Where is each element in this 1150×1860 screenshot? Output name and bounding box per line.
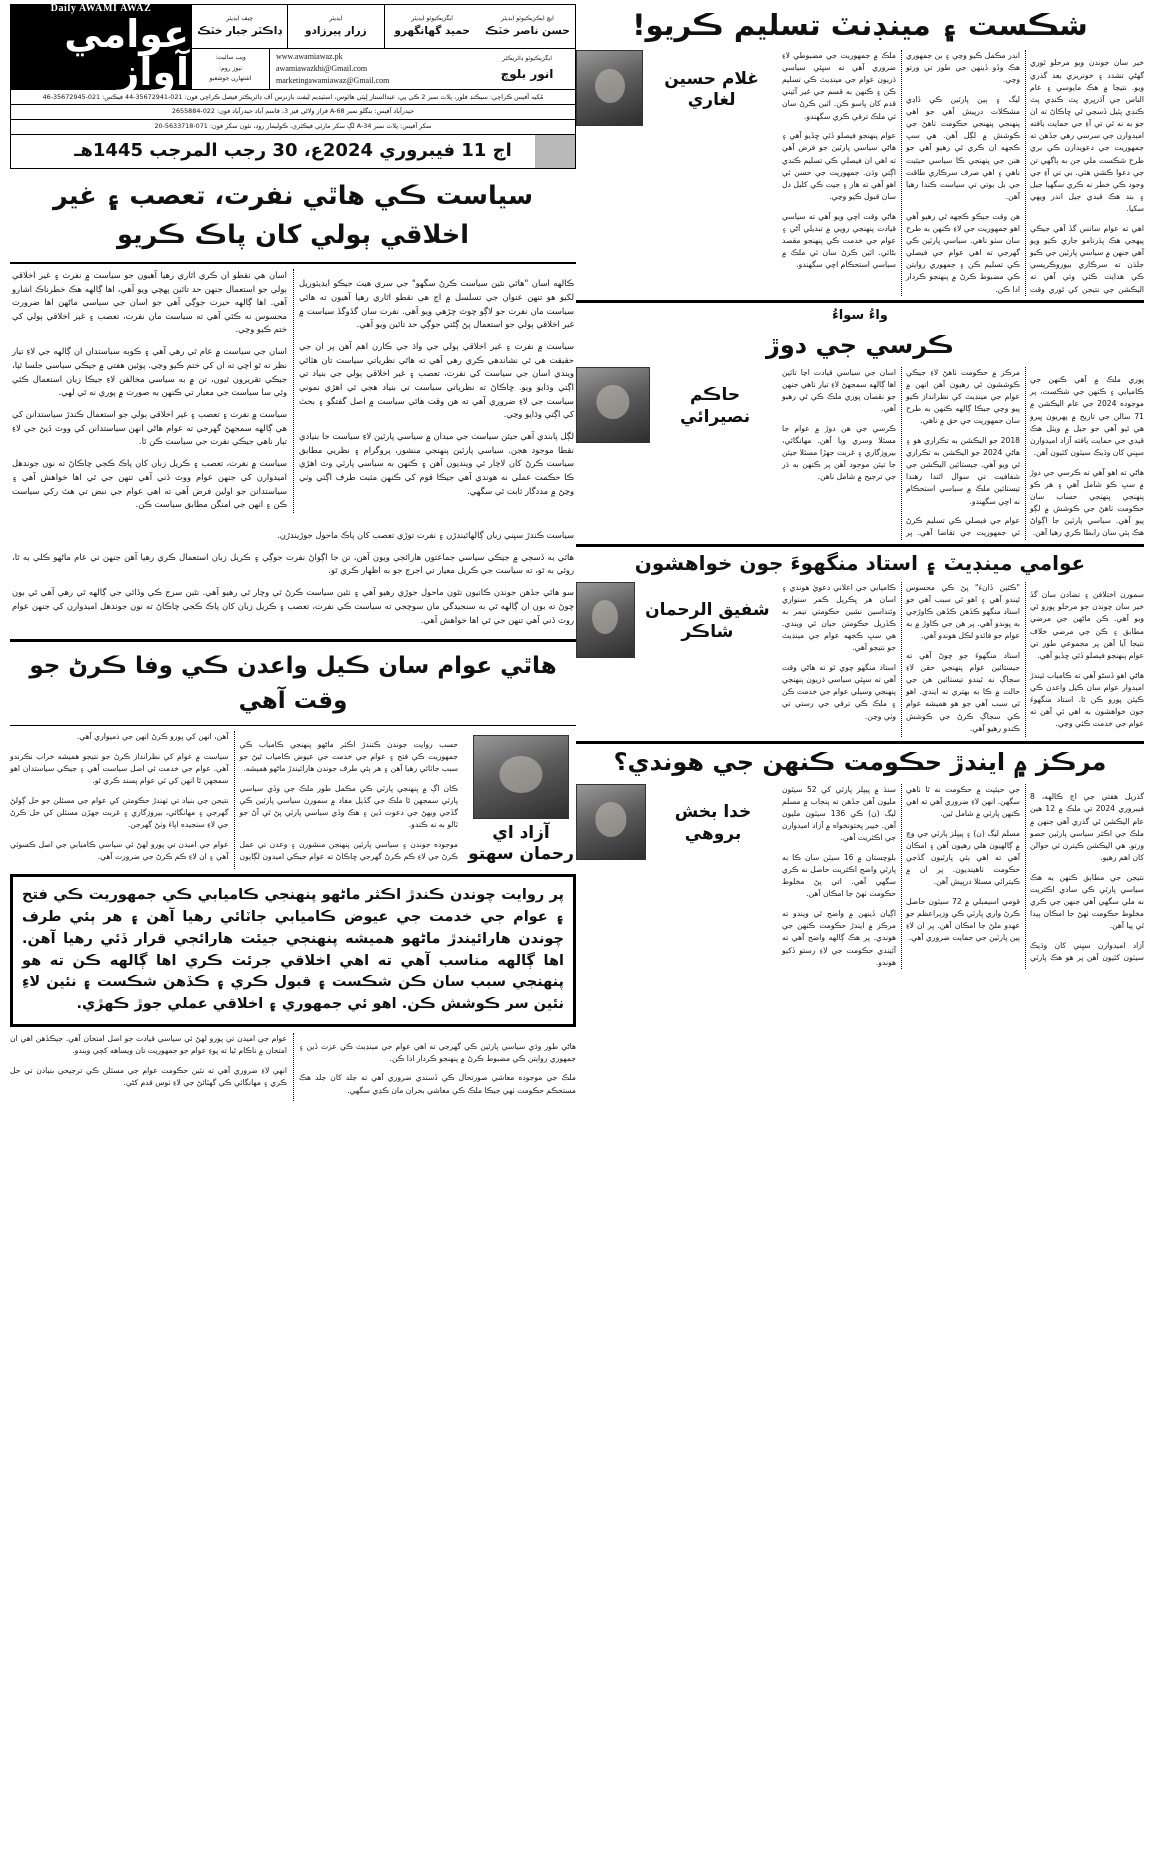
article-paragraph: عوام جي فيصلي ڪي تسليم ڪرڻ ئي جمهوريت جي تقاضا آهي. پر اسان جي سياسي قيادت اڃا تائين اها ڳالهه سمجهڻ لاءِ تيار ناهي جنهن جو نقصان پوري ملڪ ڪي ٿي رهيو آهي. <box>782 367 1020 538</box>
left-article4-headline: مرڪز ۾ ايندڙ حڪومت ڪنهن جي هوندي؟ <box>613 747 1107 776</box>
left-article4-body <box>782 784 1144 969</box>
article-paragraph: اڳيان ڏينهن ۾ واضح ٿي ويندو ته مرڪز ۾ ايندڙ حڪومت ڪنهن جي هوندي. پر هڪ ڳالهه واضح آهي ته آئيندي حڪومت جي لاءِ رستو ڏکيو هوندو. <box>782 909 896 967</box>
article-paragraph: خير سان جوندن ويو مرحلو ٿوري گهڻي تشدد ۽ خونريزي بعد گذري ويو. نتيجا ۾ هڪ مايوسي ۽ عام الناس جي آڌرڀري پٽ ڪنڊي پٽ ڪنڊي پٽيل ڏسجي ٿي ڇاڪاڻ ته ان جو به نه ٿي تي آءِ جي حمايت يافته اميدوارن جي سرسي رهي جڏهن ته جمهوريت جي دعويدارن ڪي بري طرح شڪست ملي جن به ٻاگهي تن جي دعوا ڪشي هئي. بي تي آءِ جي وجود ڪي خطر نه ڪري سگهيا جيل ۽ بند هڪ قيدي جيل اندر ويهي سکيا. <box>1030 58 1144 214</box>
left-article2-kicker: واءُ سواءُ <box>832 307 888 323</box>
address-sukkur: سکر آفيس: پلاٽ نمبر A-34 لڳ سکر مارئي فيڪٽري، ڪوليمار روڊ، نئون سکر فون: 071-5633718-20 <box>154 122 432 131</box>
staff-chief-editor <box>191 5 287 48</box>
left-article3-headline: عوامي مينڊيٽ ۽ استاد منگهوءَ جون خواهشون <box>634 550 1086 575</box>
contact-values <box>269 49 479 89</box>
lead-paragraph: هاٿي به ڏسجي ۾ جيڪي سياسي جماعتون هارائجي ويون آهن، تن جا اڳواڻ نفرت جوڳي ۽ ڪريل زبان استعمال ڪري رهيا آهن جنهن تي عام ماڻهو ڪلي به ٿا، روئي به ٿو، ته سياست جي ڪريل معيار تي اجرج جو به اظهار ڪري ٿو. <box>12 551 574 576</box>
article-paragraph: سنڌ ۾ پيپلز پارٽي کي 52 سيٽون مليون آهن جڏهن ته پنجاب ۾ مسلم ليگ (ن) ڪي 136 سيٽون مليون آهن. خيبر پختونخواه ۾ آزاد اميدوارن جي اڪثريت آهي. <box>782 784 897 843</box>
article-paragraph: هاڻي اهو ڏسڻو آهي ته ڪامياب ٿيندڙ اميدوار عوام سان ڪيل واعدن ڪي ڪيئن پورو ڪن ٿا. استاد منگهوءَ جون خواهشون به اهي ئي آهن ته عوام جي خدمت ڪئي وڃي. <box>1030 670 1144 729</box>
lead-paragraph: سياست ۾ نفرت، تعصب ۽ ڪريل زبان کان پاڪ ڪجي چاڪاڻ ته نون جوندهل اميدوارن کي جنهن عوام ووٽ ڏني آهي تنهن جي ٿي اها خواهش آهي ۽ سياستدانن جو اولين فرض آهي ته اهي عوام جي نبض تي هٿ رکي سياست ڪن ۽ انهن جي امنگن مطابق سياست ڪن. <box>12 458 287 510</box>
tail-paragraph: انهي لاءِ ضروري آهي ته نئين حڪومت عوام جي مسئلن ڪي ترجيحي بنيادن تي حل ڪري ۽ مهانگائي ڪي گهٽائڻ جي لاءِ ٺوس قدم کڻي. <box>10 1065 287 1087</box>
article-paragraph: "ڪئين ڏانءَ" پڻ ڪي محسوس ٿيندو آهي ۽ اهو ئي سبب آهي جو استاد منگهو ڪڏهن ڪڏهن ڪاوڙجي به پوندو آهي. پر هن جي ڪاوڙ ۾ به عوام جو فائدو لڪل هوندو آهي. <box>906 582 1020 641</box>
dateline-swatch-left <box>535 135 575 168</box>
author-photo <box>473 735 569 819</box>
right-article2-body <box>10 731 458 870</box>
logo-english-title: Daily AWAMI AWAZ <box>50 3 152 14</box>
author-name: خدا بخش بروهي <box>674 802 752 844</box>
staff-name: حميد گهانگهرو <box>394 24 470 37</box>
staff-editor <box>287 5 383 48</box>
executive-director-block <box>479 49 575 89</box>
contact-labels <box>191 49 269 89</box>
article-paragraph: قومي اسيمبلي ۾ 72 سيٽون حاصل ڪرڻ واري پارٽي ڪي وزيراعظم جو عهدو ملڻ جا امڪان آهن. پر ان لاءِ ٻين پارٽين جي حمايت ضروري آهي. <box>906 897 1020 943</box>
author-name: شفيق الرحمان شاڪر <box>645 600 770 642</box>
article-paragraph: هن وقت جيڪو ڪجهه ٿي رهيو آهي اهو جمهوريت جي لاءِ ڪنهن به طرح سان سٺو ناهي. سياسي پارٽين ڪي گهرجي ته اهي عوام جي فيصلي ڪي تسليم ڪن ۽ جمهوري روايتن ڪي مضبوط ڪرڻ ۾ پنهنجو ڪردار ادا ڪن. <box>906 211 1020 294</box>
lead-paragraph: ڪالهه اسان "هاٿي نٿين سياست ڪرڻ سگهو" جي سري هيٺ جيڪو ايڊيٽوريل لکيو هو تنهن عنوان جي تسلسل ۾ اڄ هي نقطو اٿاري رهيا آهيون ته هاٿي سياست مان نفرت جو لاڳو چوٽ چڙهي ويو آهي. نفرت سان گڏوگڏ سياست ۾ غير اخلاقي ٻولي جو استعمال پڻ ڳڻتي جوڳي حد تائين ويو آهي. <box>299 278 574 330</box>
article-paragraph: 2018 جو اليڪشن به تڪراري هو ۽ هاڻي 2024 جو اليڪشن به تڪراري ٿي ويو آهي. جيستائين اليڪشن جي شفافيت تي سوال اٿندا رهندا تيستائين ملڪ ۾ سياسي استحڪام نه اچي سگهندو. <box>906 435 1020 506</box>
contact-row <box>191 49 575 89</box>
article-paragraph: مسلم ليگ (ن) ۽ پيپلز پارٽي جي وچ ۾ ڳالهيون هلي رهيون آهن ۽ امڪان آهي ته اهي ٻئي پارٽيون گڏجي حڪومت ٺاهينديون. پر ان ۾ ڪيترائي مسئلا درپيش آهن. <box>906 828 1020 887</box>
lead-paragraph: اسان هي نقطو ان ڪري اٿاري رهيا آهيون جو سياست ۾ نفرت ۽ غير اخلاقي ٻولي جو استعمال جنهن حد تائين پهچي ويو آهي، اها ڳالهه هڪ خطرناڪ اشارو آهي. اها ڳالهه حيرت جوڳي آهي جو اسان جي سياسي ماڻهن اها ضرورت محسوس نه ڪئي آهي ته سياست مان نفرت، تعصب ۽ غير اخلاقي ٻولي کي ختم ڪيو وڃي. <box>12 269 287 335</box>
article-paragraph: موجوده جوندن ۽ سياسي پارٽين پنهنجن منشورن ۽ وعدن تي عمل ڪرڻ جي لاءِ ڪم ڪرڻ گهرجي ڇاڪاڻ ته عوام جيڪي اميدون لڳايون آهن، انهن کي پورو ڪرڻ انهن جي ذميواري آهي. <box>76 731 458 861</box>
left-features-column <box>576 4 1148 1854</box>
newspaper-logo <box>11 3 191 94</box>
author-photo <box>576 50 643 126</box>
article-paragraph: سياست ۾ عوام کي نظرانداز ڪرڻ جو نتيجو هميشه خراب نڪرندو آهي. عوام جي خدمت ئي اصل سياست آهي ۽ جيڪي سياستدان اهو سمجهن ٿا انهن کي ئي عوام پسند ڪري ٿو. <box>10 751 229 785</box>
left-article-3 <box>576 547 1144 737</box>
left-article2-headline: ڪرسي جي دوڙ <box>766 330 954 359</box>
article-paragraph: استاد منگهوءَ جو چوڻ آهي ته جيستائين عوام پنهنجي حقن لاءِ سجاڳ نه ٿيندو تيستائين هن جي حالت ۾ ڪا به بهتري نه ايندي. اهو ئي سبب آهي جو هو هميشه عوام ڪي سجاڳ ڪرڻ جي ڪوشش ڪندو رهيو آهي. <box>906 650 1020 733</box>
right-article2-author <box>466 731 576 870</box>
article-paragraph: حسب روايت جوندن ڪنندڙ اڪثر ماڻهو پنهنجي ڪامياب ڪي جمهوريت ڪي فتح ۽ عوام جي خدمت جي عيوض ڪامياب ٿيڻ جو سبب جاٽائي رهيا آهن ۽ هر ٻئي طرف جوندن هارائيندڙ ماڻهو هميشه. <box>239 739 458 773</box>
address-karachi: مُکيه آفيس ڪراچي: سيڪنڊ فلور، پلاٽ نمبر 2 ڪي ٻي، عبدالستار لِيٽي هائوس، اسٽيڊيم ليفٽ بازنرس آف ڊائريڪٽر فيصل ڪراچي فون: 021-35672941-44 فيڪس: 021-35672945-46 <box>11 90 575 105</box>
author-name: حاڪم نصيرائي <box>680 385 751 427</box>
left-article4-author <box>576 784 772 860</box>
right-boxed-note <box>10 874 576 1027</box>
marketing-email[interactable]: marketingawamiawaz@Gmail.com <box>276 76 390 85</box>
left-article-1 <box>576 4 1144 296</box>
address-hyderabad: حيدرآباد آفيس: بنگلو نمبر A-68 فراز ولاڻي فيز 3، قاسم آباد حيدرآباد فون: 022-2655884 <box>11 105 575 120</box>
article-paragraph: مرڪز ۾ حڪومت ٺاهڻ لاءِ جيڪي ڪوششون ٿي رهيون آهن انهن ۾ عوام جي مينڊيٽ کي نظرانداز ڪيو پيو وڃي جيڪا ڳالهه ڪنهن به طرح سان جمهوريت جي حق ۾ ناهي. <box>906 367 1020 426</box>
tail-paragraph: ملڪ جي موجوده معاشي صورتحال ڪي ڏسندي ضروري آهي ته جلد کان جلد هڪ مستحڪم حڪومت ٺهي جيڪا ملڪ ڪي معاشي بحران مان ڪڍي سگهي. <box>299 1073 576 1095</box>
staff-role: چيف ايڊيٽر <box>226 14 254 22</box>
lead-paragraph: سياست ڪندڙ سڀني زبان ڳالهائيندڙن ۽ نفرت توڙي تعصب کان پاڪ ماحول جوڙيندڙن. <box>277 529 574 540</box>
right-article2-headline: هاٿي عوام سان ڪيل واعدن ڪي وفا ڪرڻ جو وقت آهي <box>10 639 576 726</box>
left-article2-body <box>782 367 1144 540</box>
article-paragraph: نتيجن جي بنياد تي ٺهندڙ حڪومتن کي عوام جي مسئلن جو حل ڳولڻ گهرجي ۽ مهانگائي، بيروزگاري ۽ غربت جهڙن مسئلن کي حل ڪرڻ جي لاءِ سنجيده اپاءَ وٺڻ گهرجن. <box>10 795 229 829</box>
staff-executive-editor <box>384 5 480 48</box>
left-article-2 <box>576 303 1144 540</box>
executive-director-name: انور بلوچ <box>500 67 554 82</box>
executive-director-role: ايگزيڪيوٽو ڊائريڪٽر <box>502 55 552 63</box>
staff-assistant-executive-editor <box>480 5 575 48</box>
left-article1-author <box>576 50 772 126</box>
right-lead-column <box>6 4 576 1854</box>
left-article3-body <box>782 582 1144 737</box>
staff-role: ايگزيڪيوٽو ايڊيٽر <box>411 14 453 22</box>
lead-headline: سياست ڪي هاٿي نفرت، تعصب ۽ غير اخلاقي ٻولي کان پاڪ ڪريو <box>10 169 576 264</box>
left-article3-author <box>576 582 772 658</box>
article-paragraph: ليگ ۽ ٻين پارٽين ڪي ڏاڍي مشڪلات درپيش آهي جو اهي پنهنجي پنهنجي حڪومت ٺاهڻ جي ڪوشش ۾ لڳل آهن. هي سڀ ڪجهه ان ڪري ٿي رهيو آهي جو هنن جي پنهنجي ڪا سياسي حيثيت ناهي ۽ اهي صرف سرڪاري طاقت جي بل بوتي تي سياست ڪندا رهيا آهن. <box>906 94 1020 201</box>
contact-label-website: ويب سائيٽ: <box>215 53 246 61</box>
left-article-4 <box>576 744 1144 969</box>
article-paragraph: ڪاميابي جي اعلاني دعويٰ هوندي ۽ اسان هر ڀڪريل ڪمر سنواري وئنداسين نشين حڪومتي تيمر به ڪڏريل حڪومتن جيان ٿي ويندي. هي سڀ ڪجهه عوام جي مينڊيٽ جو نتيجو آهي. <box>782 582 896 653</box>
staff-role: ايڊيٽر <box>329 14 343 22</box>
article-paragraph: هاڻي ته اهو آهي ته ڪرسي جي دوڙ ۾ سڀ ڪو شامل آهي ۽ هر ڪو پنهنجي پنهنجي حساب سان حڪومت ٺاهڻ جي ڪوشش ۾ لڳو پيو آهي. سياسي پارٽين جا اڳواڻ هڪ ٻئي سان رابطا ڪري رهيا آهن. <box>1030 467 1144 538</box>
author-photo <box>576 367 650 443</box>
boxed-note-text: پر روايت چوندن ڪندڙ اڪثر ماڻهو پنهنجي ڪاميابي ڪي جمهوريت ڪي فتح ۽ عوام جي خدمت جي عيوض ڪاميابي جاٽائي رهيا آهن ۽ هر ٻئي طرف چوندن هارائيندڙ ماڻهو هميشه پنهنجي جيئت هارائجي قرار ڏئي رهيا آهن. اها ڳالهه مناسب آهي ته اهي اخلاقي جرئت ڪري اها ڳالهه ڪن ته هو پنهنجي سبب سان ڪن شڪست ۽ قبول ڪري ۽ ڪڏهن شڪست ۽ نئين لاءِ نئين سر ڪوشش ڪن. اهو ئي جمهوري ۽ اخلاقي عملي جوڙ ڪهڙي. <box>22 887 564 1013</box>
left-article1-headline: شڪست ۽ مينڊنٽ تسليم ڪريو! <box>632 8 1088 42</box>
dateline-bar <box>10 135 576 169</box>
article-paragraph: ڪان اڳ ۾ پنهنجي پارٽي ڪي مڪمل طور ملڪ جي وڏي سياسي پارٽي سمجهن ٿا ملڪ جي گڏيل مفاد ۾ سمورن سياسي پارٽين ڪي گڏجي ويهڻ جي دعوت ڏين ۽ هڪ وڏي سياسي پارٽي پڻ ٿي آڻ جو ٽالو به نه ڪندو. <box>239 783 458 829</box>
office-addresses <box>10 90 576 135</box>
article-paragraph: نتيجن جي مطابق ڪنهن به هڪ سياسي پارٽي ڪي سادي اڪثريت نه ملي سگهي آهي جنهن جي ڪري مخلوط حڪومت ٺهڻ جا امڪان پيدا ٿي پيا آهن. <box>1030 872 1144 931</box>
article-paragraph: آزاد اميدوارن سڀني کان وڌيڪ سيٽون کٽيون آهن پر هو هڪ پارٽي جي حيثيت ۾ حڪومت نه ٿا ٺاهي سگهن. انهن لاءِ ضروري آهي ته اهي ڪنهن پارٽي ۾ شامل ٿين. <box>906 784 1144 963</box>
author-photo <box>576 582 635 658</box>
author-name: غلام حسين لغاري <box>664 68 759 110</box>
staff-row <box>191 5 575 49</box>
lead-body-bottom <box>10 517 576 638</box>
staff-role: ايڇ ايڪزيڪيوٽو ايڊيٽر <box>501 14 554 22</box>
right-tail-text <box>10 1027 576 1101</box>
contact-label-advertising: اشتهارن جوشعبو <box>209 75 252 83</box>
article-paragraph: گذريل هفتي جي اڄ ڪالهه، 8 فيبروري 2024 تي ملڪ ۾ 12 هين عام اليڪشن ٿي گذري آهي جنهن ۾ ملڪ جي اڪثر سياسي پارٽين حصو ورتو. هي اليڪشن ڪيترن ئي حوالن کان اهم رهيو. <box>1030 792 1144 863</box>
tail-paragraph: هاڻي طور وڌي سياسي پارٽين ڪي گهرجي ته اهي عوام جي مينڊيٽ ڪي عزت ڏين ۽ جمهوري روايتن ڪي مضبوط ڪرڻ ۾ پنهنجو ڪردار ادا ڪن. <box>299 1041 576 1063</box>
website-url[interactable]: www.awamiawaz.pk <box>276 52 343 61</box>
article-paragraph: عوام جي اميدن تي پورو لهڻ ئي سياسي ڪاميابي جي اصل ڪسوٽي آهي ۽ ان لاءِ ڪم ڪرڻ جي ضرورت آهي. <box>10 839 229 861</box>
article-paragraph: پوري ملڪ ۾ آهي ڪنهن جي ڪاميابي ۽ ڪنهن جي شڪست، پر موجوده 2024 جي عام اليڪشن ۾ 71 سالن جي تاريخ ۾ پهريون ڀيرو هي ٿيو آهي جو جيل ۾ ويٺل هڪ قيدي جي حمايت يافته آزاد اميدوارن سڀني کان وڌيڪ سيٽون کٽيون آهن. <box>1030 375 1144 458</box>
lead-paragraph: سياست ۾ نفرت ۽ غير اخلاقي ٻولي جي واڌ جي ڪارن اهم آهن پر ان جي حقيقت هي ئي نشاندهي ڪري رهي آهي ته هاٿي نظرياتي سياست تان هٽائي ويندي اسان جي سياست کي نفرت، تعصب ۽ غير اخلاقي ٻولي جي بنياد تي اڳتي وڌايو ويو. ڇاڪاڻ ته نظرياتي سياست تي بنياد هجي ٿي اهڙي نموني سياست جي لاءِ ضروري آهي ته هن وقت هاٿي سياست ۾ اصل گفتگو ۽ بحث کي اڳتي وڌايو وڃي. <box>299 341 574 420</box>
article-paragraph: هاڻي وقت اچي ويو آهي ته سياسي قيادت پنهنجي رويي ۾ تبديلي آڻي ۽ عوام جي خدمت ڪي پنهنجو مقصد بڻائي. ائين ڪرڻ سان ئي ملڪ ۾ سياسي استحڪام اچي سگهندو. <box>782 211 896 270</box>
article-paragraph: بلوچستان ۾ 16 سيٽن سان ڪا به پارٽي واضح اڪثريت حاصل نه ڪري سگهي آهي. اتي پڻ مخلوط حڪومت ٺهڻ جا امڪان آهن. <box>782 853 896 899</box>
newsroom-email[interactable]: awamiawazkhi@Gmail.com <box>276 64 368 73</box>
staff-name: ڊاڪٽر جبار خٽڪ <box>197 24 282 37</box>
staff-name: حسن ناصر خٽڪ <box>484 24 570 37</box>
lead-paragraph: اسان جي سياست ۾ عام ٿي رهي آهي ۽ ڪوبه سياستدان ان ڳالهه جي لاءِ تيار نظر نه ٿو اچي ته ان کي ختم ڪيو وڃي. پوئين هفتي ۾ جيڪي سياسي جلسا ٿيا، جيڪي تقريرون ٿيون، تن ۾ به سياسي مخالفن لاءِ جيڪا زبان استعمال ڪئي وئي سا سياست جي معيار تي ڪنهن به صورت ۾ پوري نه ٿي لهي. <box>12 346 287 398</box>
article-paragraph: ڪرسي جي هن دوڙ ۾ عوام جا مسئلا وسري ويا آهن. مهانگائي، بيروزگاري ۽ غربت جهڙا مسئلا جيئن جا تيئن موجود آهن پر ڪنهن به ڌر جي ترجيح ۾ شامل ناهن. <box>782 423 896 482</box>
article-paragraph: اهي ته عوام سانس گڏ آهي جيڪي پيهجي هڪ پڌرنامو جاري ڪيو ويو آهي جنهن ۾ سياسي پارٽين جي ڪيو جلڌن ته سرڪاري بيوروڪريسي ڪي هدايت ڪئي وئي آهي ته اليڪشن جي نتيجن کي ٿوري وقت اندر مڪمل ڪيو وڃي ۽ بن جمهوري هڪ وڏو ڏينهن جي طور تي ورتو وڃي. <box>906 50 1144 294</box>
lead-paragraph: سو هاٿي جڏهن جوندن ڪانيون نٿون ماحول جوڙي رهيو آهي ۽ نٿين سياست ڪرڻ ٿي وچار ٿي رهيو آهي. نٿين سرج ڪي وڏائي جي ڳالهه ٿي رهي آهي ٿي بون چوڻ ته بون ان ڳالهه ٿي به سنجيدگي مان سوچجي ته سياست ڪي نفرت، تعصب ۽ ڪريل زبان کان پاڪ ڪجي چاڪاڻ ته نون جوندهل اميدوارن کي جنهن عوام روٽ ڏني آهي تنهن جي ٿي اها خواهش آهي. <box>12 587 574 625</box>
tail-paragraph: عوام جي اميدن تي پورو لهڻ ئي سياسي قيادت جو اصل امتحان آهي. جيڪڏهن اهي ان امتحان ۾ ناڪام ٿيا ته پوءِ عوام جو جمهوريت تان ويساهه کڄي ويندو. <box>10 1033 287 1056</box>
lead-paragraph: لڳل پابندي آهي جيئن سياست جي ميدان ۾ سياسي پارٽين لاءِ سياست جا بنيادي نقطا موجود هجن. سياسي پارٽين پنهنجي منشور، پروگرام ۽ نظريي مطابق سياست ڪرڻ کان لاچار ٿي وينديون آهن ۽ ڪنهن به سياسي پارٽي وٽ اهڙي ڪا حڪمت عملي نه هوندي آهي جيڪا قوم کي ڪنهن مثبت طرف اڳتي وٺي وڃڻ ۾ مددگار ثابت ٿي سگهي. <box>299 431 574 496</box>
staff-name: زرار پيرزادو <box>305 24 367 37</box>
article-paragraph: عوام پنهنجو فيصلو ڏئي ڇڏيو آهي ۽ هاڻي سياسي پارٽين جو فرض آهي ته اهي ان فيصلي ڪي تسليم ڪندي اڳتي وڌن. جمهوريت جي حسن ئي اهو آهي ته هار ۽ جيت ڪي کليل دل سان قبول ڪيو وڃي. <box>782 131 896 201</box>
logo-sindhi-title: عوامي آواز <box>64 12 189 94</box>
author-name: آزاد اي رحمان سهتو <box>468 822 574 865</box>
staff-credits-grid <box>191 5 575 89</box>
left-article2-author <box>576 367 772 443</box>
contact-label-newsroom: نيوز روم: <box>219 64 242 72</box>
dateline-swatch-right <box>11 135 51 168</box>
lead-paragraph: سياست ۾ نفرت ۽ تعصب ۽ غير اخلاقي ٻولي جو استعمال ڪندڙ سياستدانن کي هي ڳالهه سمجهڻ گهرجي ته عوام هاڻي انهن سياستدانن کي ووٽ ڏيڻ جي لاءِ تيار ناهي جيڪي نفرت جي سياست ڪن ٿا. <box>12 409 287 447</box>
publication-date: اڄ 11 فيبروري 2024ع، 30 رجب المرجب 1445هـ <box>74 140 512 162</box>
article-paragraph: ملڪ ۾ جمهوريت جي مضبوطي لاءِ ضروري آهي ته سڀئي سياسي ڌريون عوام جي مينڊيٽ ڪي تسليم ڪن ۽ ڪنهن به قسم جي غير آئيني قدم کان پاسو ڪن. ائين ڪرڻ سان ئي ملڪ ترقي ڪري سگهندو. <box>782 50 896 121</box>
masthead <box>10 3 576 94</box>
article-paragraph: سمورن اختلافن ۽ تضادن سان گڏ خير سان چوندن جو مرحلو پورو ٿي ويو آهي. ڪن ماڻهن جي مرضي مطابق ۽ ڪن جي مرضي خلاف نتيجا آيا آهن پر مجموعي طور تي عوام پنهنجو فيصلو ڏئي ڇڏيو آهي. <box>1030 590 1144 660</box>
left-article1-body <box>782 50 1144 296</box>
article-paragraph: استاد منگهو چوي ٿو ته هاڻي وقت آهي ته سڀئي سياسي ڌريون پنهنجي پنهنجي وسيلي عوام جي خدمت ڪن ۽ ملڪ ڪي ترقي جي رستي تي وٺي وڃن. <box>782 663 896 721</box>
author-photo <box>576 784 646 860</box>
lead-body-top <box>10 264 576 518</box>
